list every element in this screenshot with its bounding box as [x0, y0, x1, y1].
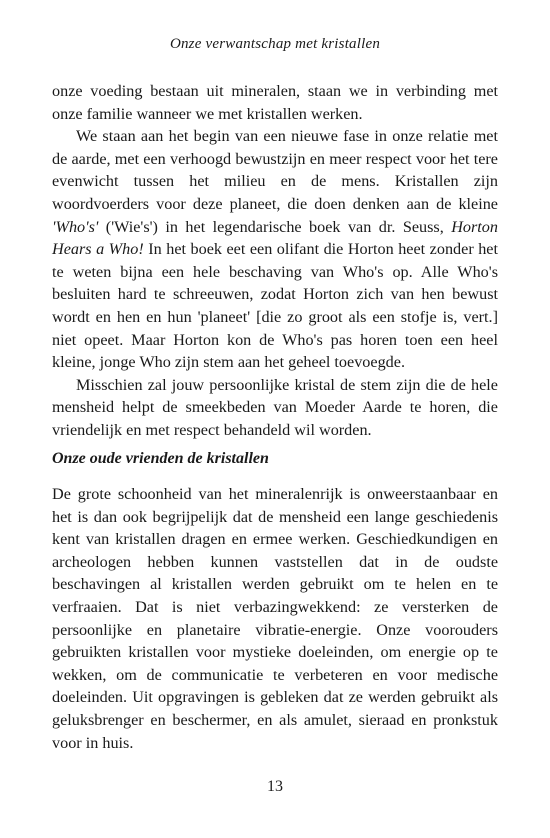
paragraph-3-text: Misschien zal jouw persoonlijke kristal de stem zijn die de hele mensheid helpt de smeekbeden van Moeder Aarde te horen, die vriendelijk en met respect behandeld wil worden. [52, 375, 498, 439]
page-number: 13 [267, 778, 283, 795]
section-paragraph: De grote schoonheid van het mineralenrijk is onweerstaanbaar en het is dan ook begrijpelijk dat de mensheid een lange geschiedenis kent van kristallen dragen en ermee werken. Geschiedkundigen en archeologen hebben kunnen vaststellen dat in de oudste beschavingen al kristallen werden gebruikt om te helen en te verfraaien. Dat is niet verbazingwekkend: ze versterken de persoonlijke en planetaire vibratie-energie. Onze voorouders gebruikten kristallen voor mystieke doeleinden, om energie op te wekken, om de communicatie te verbeteren en voor medische doeleinden. Uit opgravingen is gebleken dat ze werden gebruikt als geluksbrenger en beschermer, en als amulet, sieraad en pronkstuk voor in huis. [52, 485, 498, 752]
book-page [52, 0, 498, 838]
whos-term: 'Who's' [52, 217, 99, 236]
paragraph-2 [52, 125, 498, 374]
running-head: Onze verwantschap met kristallen [169, 36, 381, 52]
paragraph-3 [52, 374, 498, 442]
paragraph-2-text-a: We staan aan het begin van een nieuwe fase in onze relatie met de aarde, met een verhoogd bewustzijn en meer respect voor het tere evenwicht tussen het milieu en de mens. Kristallen zijn woordvoerders voor deze planeet, die doen denken aan de kleine [52, 127, 498, 213]
section-text [52, 483, 498, 754]
paragraph-2-text-b: ('Wie's') in het legendarische boek van dr. Seuss, [98, 217, 452, 236]
book-title: Horton Hears a Who! [52, 217, 498, 259]
paragraph-2-text-c: In het boek eet een olifant die Horton heet zonder het te weten bijna een hele beschaving van Who's op. Alle Who's besluiten hard te schreeuwen, zodat Horton zich van hen bewust wordt en hen en hun 'planeet' [die zo groot als een stofje is, vert.] niet opeet. Maar Horton kon de Who's pas horen toen een heel kleine, jonge Who zijn stem aan het geheel toevoegde. [52, 240, 498, 372]
body-text [52, 80, 498, 442]
paragraph-1 [52, 80, 498, 125]
section-heading: Onze oude vrienden de kristallen [52, 450, 269, 467]
paragraph-1-text: onze voeding bestaan uit mineralen, staan we in verbinding met onze familie wanneer we met kristallen werken. [52, 82, 498, 123]
